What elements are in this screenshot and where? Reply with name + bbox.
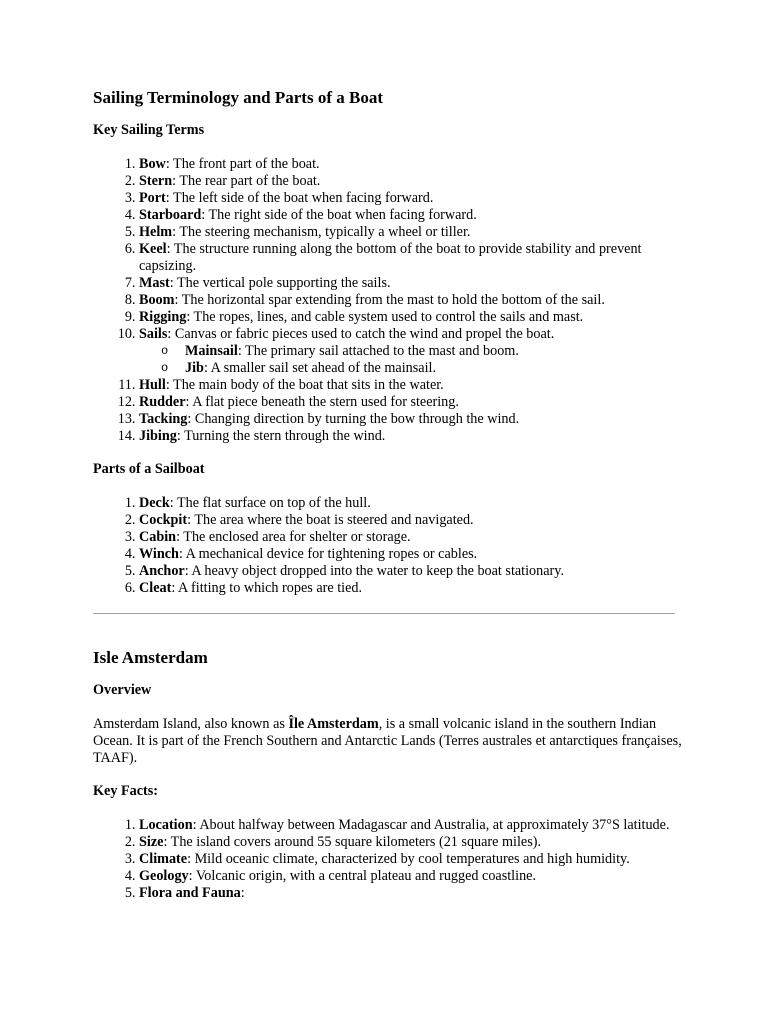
term: Hull [139, 377, 166, 393]
overview-text-start: Amsterdam Island, also known as [93, 716, 289, 732]
term: Anchor [139, 563, 185, 579]
term: Flora and Fauna [139, 885, 241, 901]
sublist-item [161, 343, 683, 360]
term: Mainsail [185, 343, 238, 359]
term: Sails [139, 326, 168, 342]
definition: : A flat piece beneath the stern used for steering. [185, 394, 459, 410]
definition: : The area where the boat is steered and navigated. [187, 512, 474, 528]
term: Winch [139, 546, 179, 562]
definition: : The front part of the boat. [165, 156, 320, 172]
term: Cockpit [139, 512, 188, 528]
definition: : The ropes, lines, and cable system used to control the sails and mast. [186, 309, 584, 325]
list-item [139, 207, 683, 224]
definition: : The horizontal spar extending from the mast to hold the bottom of the sail. [174, 292, 605, 308]
list-item [139, 411, 683, 428]
list-item [139, 529, 683, 546]
sails-sublist [139, 343, 683, 377]
definition: : The steering mechanism, typically a wheel or tiller. [172, 224, 471, 240]
list-item [139, 173, 683, 190]
divider-spacer [93, 614, 683, 648]
term: Cleat [139, 580, 172, 596]
definition: : The rear part of the boat. [172, 173, 321, 189]
list-item [139, 224, 683, 241]
list-item [139, 275, 683, 292]
definition: : Mild oceanic climate, characterized by cool temperatures and high humidity. [187, 851, 630, 867]
list-item [139, 868, 683, 885]
sublist-item [161, 360, 683, 377]
term: Jib [185, 360, 204, 376]
list-item [139, 834, 683, 851]
section-title-isle-amsterdam: Isle Amsterdam [93, 648, 208, 667]
term: Boom [139, 292, 175, 308]
definition: : A heavy object dropped into the water to keep the boat stationary. [184, 563, 564, 579]
list-item [139, 546, 683, 563]
term: Climate [139, 851, 188, 867]
page-title: Sailing Terminology and Parts of a Boat [93, 88, 383, 107]
term: Mast [139, 275, 170, 291]
list-item [139, 817, 683, 834]
definition: : Turning the stern through the wind. [176, 428, 386, 444]
definition: : The enclosed area for shelter or storage. [176, 529, 411, 545]
list-item [139, 190, 683, 207]
definition: : [240, 885, 245, 901]
term: Rudder [139, 394, 186, 410]
list-item [139, 495, 683, 512]
term: Stern [139, 173, 173, 189]
term: Port [139, 190, 166, 206]
term: Keel [139, 241, 167, 257]
list-item [139, 326, 683, 377]
overview-text-end: , is a small volcanic island in the southern Indian Ocean. It is part of the French Southern and Antarctic Lands (Terres australes et antarctiques françaises, TAAF). [93, 716, 682, 766]
list-item [139, 851, 683, 868]
key-facts-heading: Key Facts: [93, 783, 159, 799]
list-item [139, 428, 683, 445]
definition: : The main body of the boat that sits in the water. [165, 377, 444, 393]
list-item [139, 241, 683, 275]
overview-heading: Overview [93, 682, 152, 698]
definition: : A smaller sail set ahead of the mainsail. [203, 360, 437, 376]
definition: : A mechanical device for tightening ropes or cables. [178, 546, 478, 562]
term: Helm [139, 224, 173, 240]
term: Location [139, 817, 193, 833]
definition: : A fitting to which ropes are tied. [171, 580, 363, 596]
definition: : Changing direction by turning the bow through the wind. [187, 411, 520, 427]
term: Cabin [139, 529, 177, 545]
list-item [139, 512, 683, 529]
list-item [139, 563, 683, 580]
definition: : The structure running along the bottom of the boat to provide stability and prevent capsizing. [139, 241, 642, 274]
definition: : Volcanic origin, with a central plateau and rugged coastline. [188, 868, 537, 884]
definition: : The left side of the boat when facing forward. [165, 190, 434, 206]
list-item [139, 885, 683, 902]
term: Size [139, 834, 164, 850]
list-item [139, 292, 683, 309]
definition: : The vertical pole supporting the sails. [169, 275, 391, 291]
definition: : Canvas or fabric pieces used to catch the wind and propel the boat. [167, 326, 555, 342]
parts-of-sailboat-heading: Parts of a Sailboat [93, 461, 205, 477]
term: Starboard [139, 207, 202, 223]
term: Deck [139, 495, 170, 511]
term: Rigging [139, 309, 187, 325]
term: Bow [139, 156, 166, 172]
definition: : The right side of the boat when facing forward. [201, 207, 477, 223]
list-item [139, 377, 683, 394]
list-item [139, 580, 683, 597]
definition: : The primary sail attached to the mast and boom. [237, 343, 519, 359]
definition: : The island covers around 55 square kilometers (21 square miles). [163, 834, 542, 850]
overview-bold-name: Île Amsterdam [288, 716, 379, 732]
term: Jibing [139, 428, 177, 444]
overview-paragraph [93, 716, 683, 767]
definition: : About halfway between Madagascar and Australia, at approximately 37°S latitude. [192, 817, 670, 833]
key-sailing-terms-heading: Key Sailing Terms [93, 122, 205, 138]
list-item [139, 394, 683, 411]
list-item [139, 309, 683, 326]
sailboat-parts-list [93, 495, 683, 597]
term: Tacking [139, 411, 188, 427]
term: Geology [139, 868, 189, 884]
list-item [139, 156, 683, 173]
sailing-terms-list [93, 156, 683, 445]
document-content [93, 88, 683, 918]
key-facts-list [93, 817, 683, 902]
definition: : The flat surface on top of the hull. [169, 495, 371, 511]
